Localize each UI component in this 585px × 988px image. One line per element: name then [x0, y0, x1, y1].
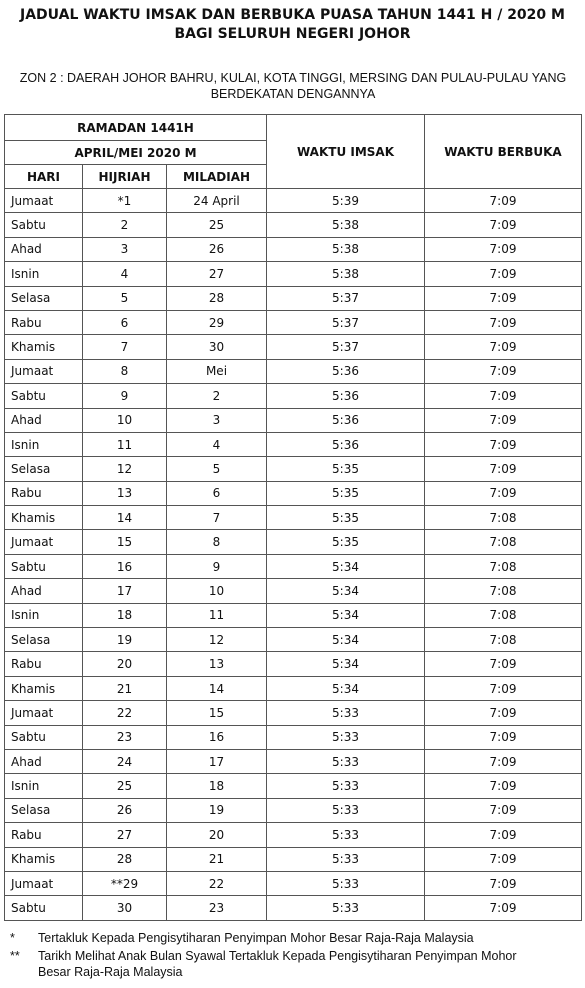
- cell-hijriah: 3: [83, 237, 167, 261]
- cell-hari: Khamis: [5, 676, 83, 700]
- cell-hari: Ahad: [5, 237, 83, 261]
- cell-hari: Khamis: [5, 847, 83, 871]
- cell-waktu-berbuka: 7:09: [425, 457, 582, 481]
- cell-waktu-berbuka: 7:09: [425, 432, 582, 456]
- table-row: [5, 262, 582, 286]
- cell-waktu-imsak: 5:33: [267, 823, 425, 847]
- cell-waktu-imsak: 5:38: [267, 213, 425, 237]
- schedule-table: [4, 114, 582, 921]
- cell-waktu-berbuka: 7:09: [425, 213, 582, 237]
- footnote-2-mark: **: [10, 949, 20, 963]
- cell-hijriah: 26: [83, 798, 167, 822]
- cell-miladiah: 5: [167, 457, 267, 481]
- title-line-2: BAGI SELURUH NEGERI JOHOR: [174, 26, 411, 42]
- header-ramadan: RAMADAN 1441H: [5, 115, 267, 141]
- cell-hijriah: 21: [83, 676, 167, 700]
- table-row: [5, 847, 582, 871]
- cell-waktu-imsak: 5:36: [267, 384, 425, 408]
- table-row: [5, 432, 582, 456]
- cell-miladiah: 17: [167, 749, 267, 773]
- table-row: [5, 237, 582, 261]
- cell-miladiah: 24 April: [167, 189, 267, 213]
- cell-hari: Selasa: [5, 628, 83, 652]
- cell-hari: Sabtu: [5, 384, 83, 408]
- cell-hijriah: 13: [83, 481, 167, 505]
- table-row: [5, 701, 582, 725]
- cell-hijriah: 25: [83, 774, 167, 798]
- cell-hari: Selasa: [5, 286, 83, 310]
- cell-waktu-berbuka: 7:09: [425, 823, 582, 847]
- cell-miladiah: 28: [167, 286, 267, 310]
- cell-waktu-imsak: 5:34: [267, 554, 425, 578]
- cell-miladiah: 12: [167, 628, 267, 652]
- cell-waktu-imsak: 5:35: [267, 481, 425, 505]
- cell-miladiah: 20: [167, 823, 267, 847]
- cell-hijriah: 28: [83, 847, 167, 871]
- cell-hari: Rabu: [5, 310, 83, 334]
- cell-miladiah: 22: [167, 871, 267, 895]
- cell-hijriah: 12: [83, 457, 167, 481]
- table-row: [5, 335, 582, 359]
- cell-hari: Rabu: [5, 652, 83, 676]
- cell-hijriah: 18: [83, 603, 167, 627]
- cell-hari: Isnin: [5, 774, 83, 798]
- footnote-2-text-line-1: Tarikh Melihat Anak Bulan Syawal Tertakluk Kepada Pengisytiharan Penyimpan Mohor: [38, 949, 517, 963]
- cell-waktu-berbuka: 7:09: [425, 237, 582, 261]
- table-row: [5, 189, 582, 213]
- zone-line-2: BERDEKATAN DENGANNYA: [210, 87, 376, 101]
- footnote-1-text: Tertakluk Kepada Pengisytiharan Penyimpan Mohor Besar Raja-Raja Malaysia: [38, 931, 474, 945]
- cell-hijriah: 24: [83, 749, 167, 773]
- cell-miladiah: 29: [167, 310, 267, 334]
- header-waktu-imsak: WAKTU IMSAK: [267, 115, 425, 189]
- cell-waktu-berbuka: 7:09: [425, 408, 582, 432]
- cell-hijriah: 4: [83, 262, 167, 286]
- cell-waktu-berbuka: 7:08: [425, 579, 582, 603]
- cell-waktu-imsak: 5:37: [267, 286, 425, 310]
- cell-hari: Jumaat: [5, 530, 83, 554]
- cell-waktu-berbuka: 7:09: [425, 286, 582, 310]
- cell-hijriah: 14: [83, 506, 167, 530]
- cell-miladiah: Mei: [167, 359, 267, 383]
- header-month: APRIL/MEI 2020 M: [5, 141, 267, 165]
- cell-waktu-berbuka: 7:08: [425, 530, 582, 554]
- cell-miladiah: 3: [167, 408, 267, 432]
- cell-waktu-imsak: 5:39: [267, 189, 425, 213]
- cell-waktu-imsak: 5:33: [267, 896, 425, 920]
- cell-waktu-imsak: 5:33: [267, 701, 425, 725]
- cell-waktu-imsak: 5:37: [267, 335, 425, 359]
- cell-waktu-imsak: 5:35: [267, 506, 425, 530]
- cell-hijriah: 10: [83, 408, 167, 432]
- cell-hari: Ahad: [5, 579, 83, 603]
- cell-waktu-berbuka: 7:09: [425, 871, 582, 895]
- zone-line-1: ZON 2 : DAERAH JOHOR BAHRU, KULAI, KOTA TINGGI, MERSING DAN PULAU-PULAU YANG: [19, 71, 567, 85]
- cell-waktu-berbuka: 7:09: [425, 896, 582, 920]
- cell-hijriah: 17: [83, 579, 167, 603]
- cell-waktu-imsak: 5:34: [267, 603, 425, 627]
- table-row: [5, 213, 582, 237]
- cell-waktu-berbuka: 7:09: [425, 189, 582, 213]
- cell-miladiah: 10: [167, 579, 267, 603]
- cell-waktu-imsak: 5:34: [267, 652, 425, 676]
- cell-hijriah: 7: [83, 335, 167, 359]
- cell-waktu-berbuka: 7:09: [425, 847, 582, 871]
- footnote-1-mark: *: [10, 931, 15, 945]
- cell-waktu-berbuka: 7:08: [425, 603, 582, 627]
- cell-waktu-berbuka: 7:08: [425, 628, 582, 652]
- title-line-1: JADUAL WAKTU IMSAK DAN BERBUKA PUASA TAHUN 1441 H / 2020 M: [20, 7, 565, 23]
- cell-waktu-imsak: 5:37: [267, 310, 425, 334]
- cell-waktu-berbuka: 7:09: [425, 652, 582, 676]
- cell-waktu-imsak: 5:36: [267, 408, 425, 432]
- cell-miladiah: 23: [167, 896, 267, 920]
- schedule-rows: [5, 189, 582, 921]
- cell-miladiah: 27: [167, 262, 267, 286]
- table-row: [5, 506, 582, 530]
- cell-hijriah: 15: [83, 530, 167, 554]
- table-row: [5, 676, 582, 700]
- cell-hijriah: 9: [83, 384, 167, 408]
- cell-miladiah: 30: [167, 335, 267, 359]
- cell-hijriah: 2: [83, 213, 167, 237]
- cell-hijriah: 6: [83, 310, 167, 334]
- cell-waktu-berbuka: 7:09: [425, 749, 582, 773]
- cell-miladiah: 2: [167, 384, 267, 408]
- table-row: [5, 774, 582, 798]
- cell-miladiah: 11: [167, 603, 267, 627]
- cell-waktu-berbuka: 7:09: [425, 774, 582, 798]
- cell-miladiah: 15: [167, 701, 267, 725]
- cell-waktu-imsak: 5:34: [267, 676, 425, 700]
- cell-hari: Sabtu: [5, 554, 83, 578]
- cell-waktu-imsak: 5:33: [267, 749, 425, 773]
- table-row: [5, 798, 582, 822]
- cell-waktu-imsak: 5:35: [267, 457, 425, 481]
- cell-hari: Isnin: [5, 432, 83, 456]
- cell-hijriah: 23: [83, 725, 167, 749]
- cell-waktu-imsak: 5:33: [267, 871, 425, 895]
- table-row: [5, 408, 582, 432]
- footnote-2: [10, 948, 517, 980]
- table-row: [5, 579, 582, 603]
- table-row: [5, 310, 582, 334]
- table-row: [5, 359, 582, 383]
- cell-hijriah: **29: [83, 871, 167, 895]
- table-row: [5, 481, 582, 505]
- cell-hijriah: 20: [83, 652, 167, 676]
- cell-waktu-imsak: 5:33: [267, 847, 425, 871]
- table-row: [5, 725, 582, 749]
- header-waktu-berbuka: WAKTU BERBUKA: [425, 115, 582, 189]
- cell-waktu-berbuka: 7:09: [425, 359, 582, 383]
- cell-miladiah: 14: [167, 676, 267, 700]
- cell-waktu-berbuka: 7:09: [425, 262, 582, 286]
- cell-hari: Jumaat: [5, 359, 83, 383]
- cell-waktu-imsak: 5:33: [267, 798, 425, 822]
- cell-waktu-berbuka: 7:09: [425, 798, 582, 822]
- cell-waktu-imsak: 5:36: [267, 359, 425, 383]
- cell-hari: Jumaat: [5, 189, 83, 213]
- header-hari: HARI: [5, 165, 83, 189]
- table-row: [5, 823, 582, 847]
- cell-miladiah: 21: [167, 847, 267, 871]
- cell-hijriah: 16: [83, 554, 167, 578]
- table-row: [5, 749, 582, 773]
- cell-hijriah: *1: [83, 189, 167, 213]
- cell-miladiah: 19: [167, 798, 267, 822]
- cell-waktu-imsak: 5:36: [267, 432, 425, 456]
- cell-waktu-imsak: 5:38: [267, 237, 425, 261]
- cell-miladiah: 18: [167, 774, 267, 798]
- cell-waktu-berbuka: 7:08: [425, 554, 582, 578]
- cell-hari: Ahad: [5, 408, 83, 432]
- cell-hari: Isnin: [5, 603, 83, 627]
- cell-hari: Jumaat: [5, 871, 83, 895]
- cell-waktu-imsak: 5:38: [267, 262, 425, 286]
- cell-waktu-imsak: 5:34: [267, 579, 425, 603]
- cell-miladiah: 4: [167, 432, 267, 456]
- cell-hari: Selasa: [5, 457, 83, 481]
- cell-waktu-berbuka: 7:09: [425, 481, 582, 505]
- cell-waktu-berbuka: 7:09: [425, 384, 582, 408]
- table-row: [5, 554, 582, 578]
- cell-waktu-berbuka: 7:08: [425, 506, 582, 530]
- cell-hijriah: 19: [83, 628, 167, 652]
- cell-hari: Khamis: [5, 506, 83, 530]
- header-miladiah: MILADIAH: [167, 165, 267, 189]
- header-hijriah: HIJRIAH: [83, 165, 167, 189]
- cell-hari: Ahad: [5, 749, 83, 773]
- table-row: [5, 871, 582, 895]
- cell-waktu-berbuka: 7:09: [425, 310, 582, 334]
- cell-waktu-berbuka: 7:09: [425, 725, 582, 749]
- cell-hijriah: 27: [83, 823, 167, 847]
- cell-hari: Selasa: [5, 798, 83, 822]
- cell-hijriah: 11: [83, 432, 167, 456]
- cell-hari: Jumaat: [5, 701, 83, 725]
- cell-waktu-imsak: 5:33: [267, 725, 425, 749]
- cell-hijriah: 8: [83, 359, 167, 383]
- cell-miladiah: 26: [167, 237, 267, 261]
- cell-hari: Sabtu: [5, 725, 83, 749]
- table-row: [5, 896, 582, 920]
- footnote-2-text-line-2: Besar Raja-Raja Malaysia: [38, 965, 183, 979]
- table-row: [5, 628, 582, 652]
- table-row: [5, 603, 582, 627]
- cell-hijriah: 22: [83, 701, 167, 725]
- cell-hari: Rabu: [5, 481, 83, 505]
- document-title: [0, 6, 585, 44]
- cell-waktu-imsak: 5:34: [267, 628, 425, 652]
- cell-hari: Khamis: [5, 335, 83, 359]
- cell-miladiah: 25: [167, 213, 267, 237]
- cell-hijriah: 5: [83, 286, 167, 310]
- zone-description: [4, 70, 582, 102]
- cell-hari: Sabtu: [5, 213, 83, 237]
- cell-miladiah: 13: [167, 652, 267, 676]
- cell-miladiah: 8: [167, 530, 267, 554]
- cell-miladiah: 6: [167, 481, 267, 505]
- cell-miladiah: 9: [167, 554, 267, 578]
- table-row: [5, 384, 582, 408]
- cell-miladiah: 16: [167, 725, 267, 749]
- cell-hari: Isnin: [5, 262, 83, 286]
- table-row: [5, 652, 582, 676]
- cell-miladiah: 7: [167, 506, 267, 530]
- table-row: [5, 286, 582, 310]
- cell-waktu-berbuka: 7:09: [425, 676, 582, 700]
- cell-hari: Sabtu: [5, 896, 83, 920]
- cell-waktu-imsak: 5:35: [267, 530, 425, 554]
- cell-hari: Rabu: [5, 823, 83, 847]
- cell-waktu-berbuka: 7:09: [425, 335, 582, 359]
- cell-hijriah: 30: [83, 896, 167, 920]
- cell-waktu-imsak: 5:33: [267, 774, 425, 798]
- cell-waktu-berbuka: 7:09: [425, 701, 582, 725]
- footnote-1: [10, 930, 474, 946]
- table-row: [5, 530, 582, 554]
- table-row: [5, 457, 582, 481]
